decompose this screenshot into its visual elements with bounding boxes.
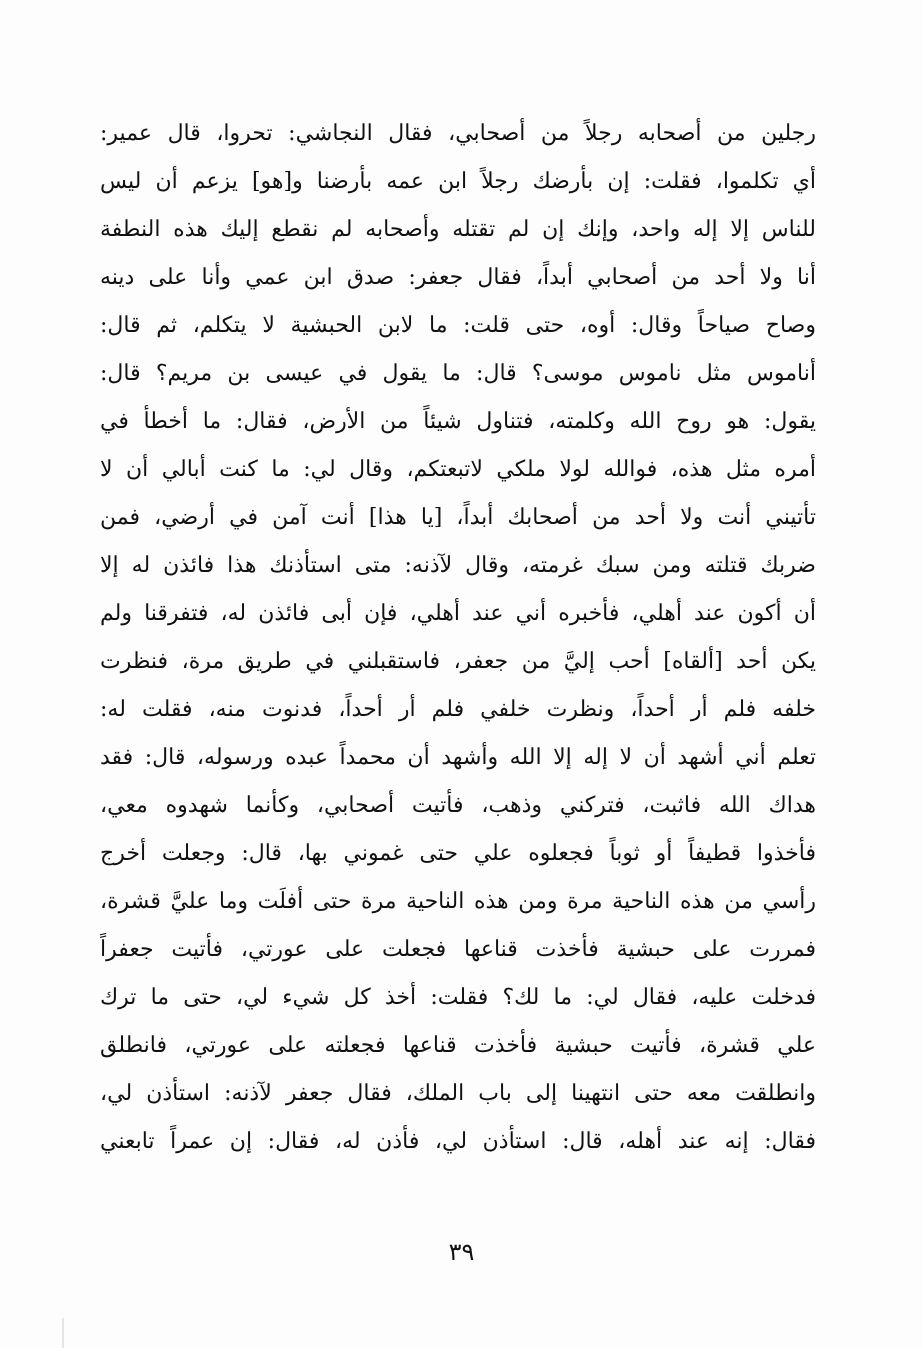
- text-line: رأسي من هذه الناحية مرة ومن هذه الناحية مرة حتى أفلَت وما عليَّ قشرة،: [100, 889, 816, 914]
- text-line: تعلم أني أشهد أن لا إله إلا الله وأشهد أن محمداً عبده ورسوله، قال: فقد: [100, 745, 816, 770]
- text-line: أنا ولا أحد من أصحابي أبداً، فقال جعفر: صدق ابن عمي وأنا على دينه: [100, 265, 816, 290]
- text-line: أن أكون عند أهلي، فأخبره أني عند أهلي، فإن أبى فائذن له، فتفرقنا ولم: [100, 601, 816, 626]
- text-line: علي قشرة، فأتيت حبشية فأخذت قناعها فجعلته على عورتي، فانطلق: [100, 1033, 816, 1058]
- text-line: وصاح صياحاً وقال: أوه، حتى قلت: ما لابن الحبشية لا يتكلم، ثم قال:: [100, 313, 816, 338]
- text-line: ضربك قتلته ومن سبك غرمته، وقال لآذنه: متى استأذنك هذا فائذن له إلا: [100, 553, 816, 578]
- text-line: يقول: هو روح الله وكلمته، فتناول شيئاً من الأرض، فقال: ما أخطأ في: [100, 409, 816, 434]
- text-line: خلفه فلم أر أحداً، ونظرت خلفي فلم أر أحداً، فدنوت منه، فقلت له:: [100, 697, 816, 722]
- text-line: وانطلقت معه حتى انتهينا إلى باب الملك، فقال جعفر لآذنه: استأذن لي،: [100, 1081, 816, 1106]
- text-line: تأتيني أنت ولا أحد من أصحابك أبداً، [يا هذا] أنت آمن في أرضي، فمن: [100, 505, 816, 530]
- text-line: فقال: إنه عند أهله، قال: استأذن لي، فأذن له، فقال: إن عمراً تابعني: [100, 1129, 816, 1154]
- scan-edge-divider: [62, 1318, 64, 1348]
- text-line: يكن أحد [ألقاه] أحب إليَّ من جعفر، فاستقبلني في طريق مرة، فنظرت: [100, 649, 816, 674]
- text-line: فأخذوا قطيفاً أو ثوباً فجعلوه علي حتى غموني بها، قال: وجعلت أخرج: [100, 841, 816, 866]
- page-number: ٣٩: [448, 1238, 475, 1266]
- text-line: رجلين من أصحابه رجلاً من أصحابي، فقال النجاشي: تحروا، قال عمير:: [100, 121, 816, 146]
- body-text: [100, 110, 816, 1166]
- text-line: أناموس مثل ناموس موسى؟ قال: ما يقول في عيسى بن مريم؟ قال:: [100, 361, 816, 386]
- text-line: أي تكلموا، فقلت: إن بأرضك رجلاً ابن عمه بأرضنا و[هو] يزعم أن ليس: [100, 169, 816, 194]
- text-line: فمررت على حبشية فأخذت قناعها فجعلت على عورتي، فأتيت جعفراً: [100, 937, 816, 962]
- text-line: للناس إلا إله واحد، وإنك إن لم تقتله وأصحابه لم نقطع إليك هذه النطفة: [100, 217, 816, 242]
- text-line: هداك الله فاثبت، فتركني وذهب، فأتيت أصحابي، وكأنما شهدوه معي،: [100, 793, 816, 818]
- text-line: فدخلت عليه، فقال لي: ما لك؟ فقلت: أخذ كل شيء لي، حتى ما ترك: [100, 985, 816, 1010]
- text-line: أمره مثل هذه، فوالله لولا ملكي لاتبعتكم، وقال لي: ما كنت أبالي أن لا: [100, 457, 816, 482]
